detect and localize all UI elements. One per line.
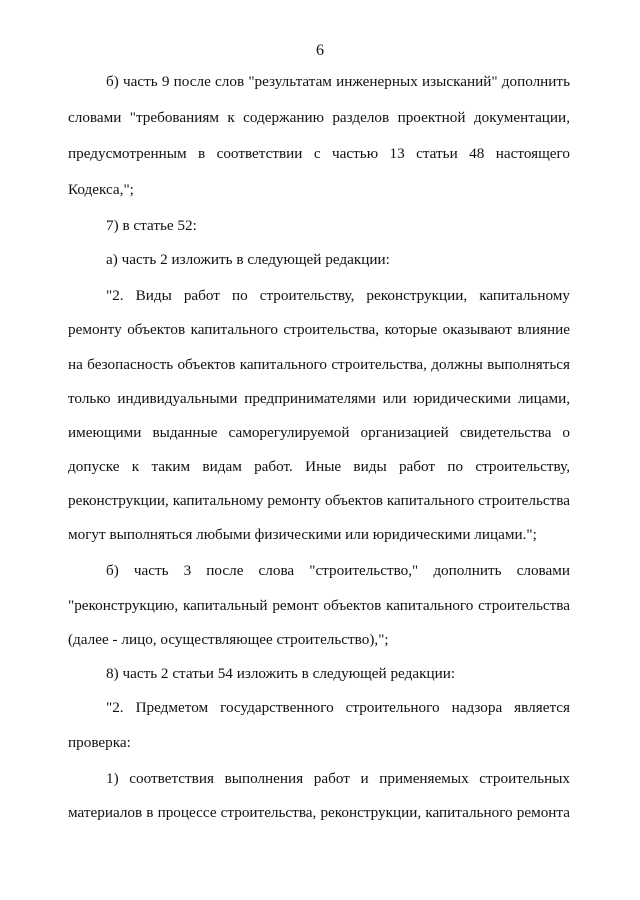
text-line: (далее - лицо, осуществляющее строительство),"; [68, 631, 389, 648]
text-line: "2. Виды работ по строительству, реконструкции, капитальному [106, 287, 570, 304]
text-line: только индивидуальными предпринимателями или юридическими лицами, [68, 390, 570, 407]
text-line: 7) в статье 52: [106, 217, 197, 234]
text-line: 8) часть 2 статьи 54 изложить в следующей редакции: [106, 665, 456, 682]
text-line: б) часть 9 после слов "результатам инженерных изысканий" дополнить [106, 73, 570, 90]
text-line: допуске к таким видам работ. Иные виды работ по строительству, [68, 458, 570, 475]
text-line: "2. Предметом государственного строительного надзора является [106, 699, 570, 716]
text-line: имеющими выданные саморегулируемой организацией свидетельства о [68, 424, 570, 441]
text-line: ремонту объектов капитального строительства, которые оказывают влияние [68, 321, 570, 338]
text-line: проверка: [68, 734, 131, 751]
text-line: могут выполняться любыми физическими или юридическими лицами."; [68, 526, 537, 543]
text-line: реконструкции, капитальному ремонту объектов капитального строительства [68, 492, 570, 509]
text-line: материалов в процессе строительства, реконструкции, капитального ремонта [68, 804, 570, 821]
text-line: а) часть 2 изложить в следующей редакции: [106, 251, 390, 268]
text-line: словами "требованиям к содержанию разделов проектной документации, [68, 109, 570, 126]
text-line: предусмотренным в соответствии с частью 13 статьи 48 настоящего [68, 145, 570, 162]
text-line: "реконструкцию, капитальный ремонт объектов капитального строительства [68, 597, 570, 614]
text-line: на безопасность объектов капитального строительства, должны выполняться [68, 356, 570, 373]
page-number: 6 [316, 42, 324, 59]
text-line: 1) соответствия выполнения работ и применяемых строительных [106, 770, 570, 787]
text-line: б) часть 3 после слова "строительство," дополнить словами [106, 562, 570, 579]
text-line: Кодекса,"; [68, 181, 134, 198]
